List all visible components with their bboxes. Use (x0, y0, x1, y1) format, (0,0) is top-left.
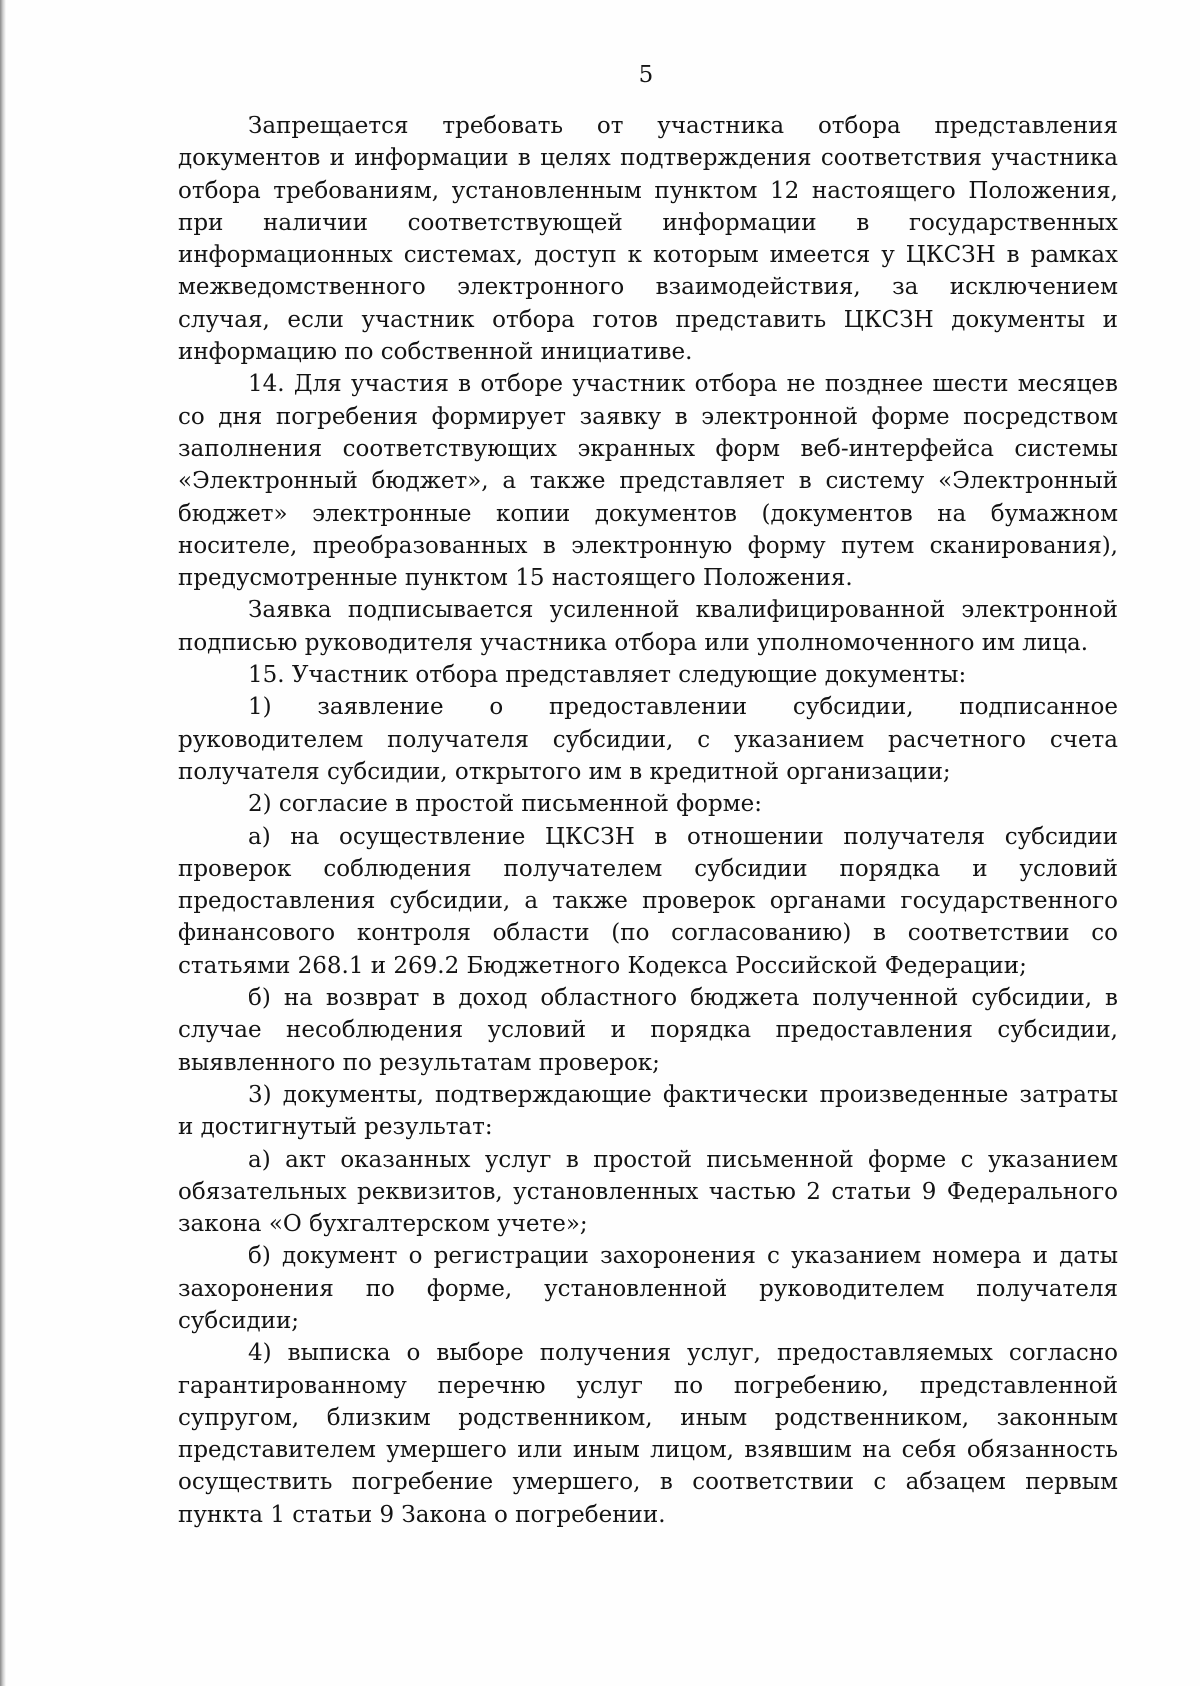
paragraph-application-signature: Заявка подписывается усиленной квалифицированной электронной подписью руководителя участника отбора или уполномоченного им лица. (178, 597, 1118, 656)
list-item-4: 4) выписка о выборе получения услуг, предоставляемых согласно гарантированному перечню услуг по погребению, представленной супругом, близким родственником, иным родственником, законным представителем умершего или иным лицом, взявшим на себя обязанность осуществить погребение умершего, в соответствии с абзацем первым пункта 1 статьи 9 Закона о погребении. (178, 1340, 1118, 1528)
paragraph-documents-prohibition: Запрещается требовать от участника отбора представления документов и информации в целях подтверждения соответствия участника отбора требованиям, установленным пунктом 12 настоящего Положения, при наличии соответствующей информации в государственных информационных системах, доступ к которым имеется у ЦКСЗН в рамках межведомственного электронного взаимодействия, за исключением случая, если участник отбора готов представить ЦКСЗН документы и информацию по собственной инициативе. (178, 113, 1118, 366)
list-item-2: 2) согласие в простой письменной форме: (248, 791, 762, 818)
paragraph-item-14: 14. Для участия в отборе участник отбора не позднее шести месяцев со дня погребения формирует заявку в электронной форме посредством заполнения соответствующих экранных форм веб-интерфейса системы «Электронный бюджет», а также представляет в систему «Электронный бюджет» электронные копии документов (документов на бумажном носителе, преобразованных в электронную форму путем сканирования), предусмотренные пунктом 15 настоящего Положения. (178, 371, 1118, 592)
list-item-3: 3) документы, подтверждающие фактически произведенные затраты и достигнутый результат: (178, 1081, 1118, 1141)
list-item-1: 1) заявление о предоставлении субсидии, подписанное руководителем получателя субсидии, с указанием расчетного счета получателя субсидии, открытого им в кредитной организации; (178, 694, 1118, 785)
list-item-3a: а) акт оказанных услуг в простой письменной форме с указанием обязательных реквизитов, установленных частью 2 статьи 9 Федерального закона «О бухгалтерском учете»; (178, 1146, 1118, 1238)
list-item-2b: б) на возврат в доход областного бюджета полученной субсидии, в случае несоблюдения условий и порядка предоставления субсидии, выявленного по результатам проверок; (178, 985, 1118, 1076)
paragraph-item-15: 15. Участник отбора представляет следующие документы: (248, 662, 967, 689)
list-item-2a: а) на осуществление ЦКСЗН в отношении получателя субсидии проверок соблюдения получателем субсидии порядка и условий предоставления субсидии, а также проверок органами государственного финансового контроля области (по согласованию) в соответствии со статьями 268.1 и 269.2 Бюджетного Кодекса Российской Федерации; (178, 823, 1118, 979)
document-body (178, 110, 1118, 1531)
list-item-3b: б) документ о регистрации захоронения с указанием номера и даты захоронения по форме, установленной руководителем получателя субсидии; (178, 1243, 1118, 1334)
scan-edge (0, 0, 6, 1686)
page-number: 5 (638, 62, 654, 88)
